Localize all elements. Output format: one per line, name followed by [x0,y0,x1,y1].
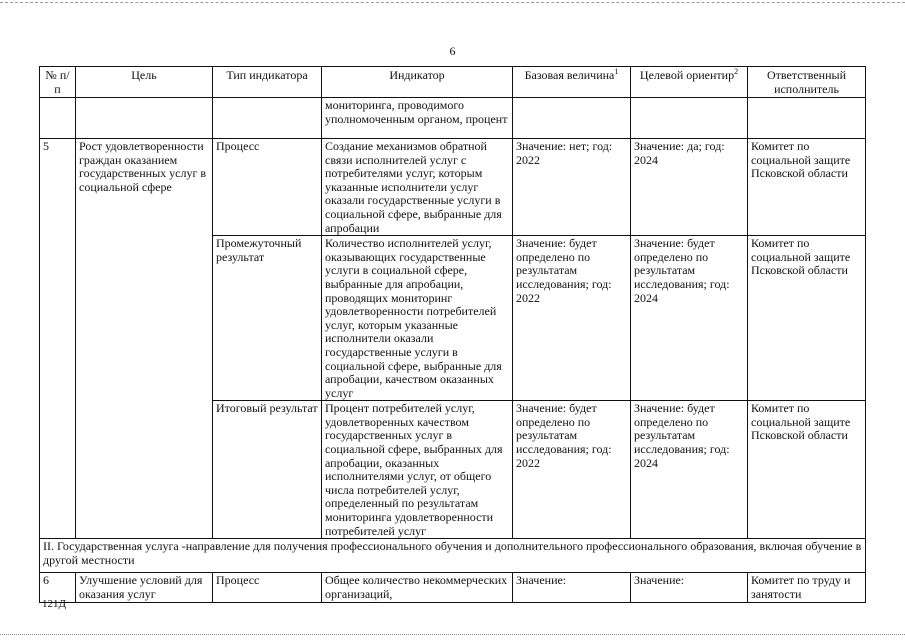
scan-edge-bottom [0,634,905,635]
target-value: Значение: [631,573,748,603]
header-base-footnote: 1 [614,67,619,76]
cell-empty [76,98,213,139]
continuation-row [40,98,866,139]
header-row [40,67,866,98]
section-row [40,539,866,573]
header-goal: Цель [76,67,213,98]
goal-cell: Рост удовлетворенности граждан оказанием государственных услуг в социальной сфере [76,139,213,539]
cell-empty [40,98,76,139]
section-title: II. Государственная услуга -направление для получения профессионального обучения и дополнительного профессионального образования, включая обучение в другой местности [40,539,866,573]
indicator-text: Общее количество некоммерческих организаций, [322,573,513,603]
executor: Комитет по социальной защите Псковской области [748,139,866,236]
target-value: Значение: да; год: 2024 [631,139,748,236]
footer-code: 121Д [42,598,67,610]
header-target-label: Целевой ориентир [639,68,735,82]
executor: Комитет по социальной защите Псковской области [748,401,866,539]
target-value: Значение: будет определено по результатам исследования; год: 2024 [631,236,748,401]
indicators-table [39,66,866,603]
executor: Комитет по социальной защите Псковской области [748,236,866,401]
cell-empty [748,98,866,139]
header-target-footnote: 2 [734,67,739,76]
indicator-text: Процент потребителей услуг, удовлетворенных качеством государственных услуг в социальной сфере, выбранных для апробации, оказанных исполнителями услуг, от общего числа потребителей услуг, определенный по результатам мониторинга удовлетворенности потребителей услуг [322,401,513,539]
indicator-type: Промежуточный результат [213,236,322,401]
header-indicator: Индикатор [322,67,513,98]
cell-empty [213,98,322,139]
table-row [40,139,866,236]
header-num: № п/п [40,67,76,98]
indicator-text: Создание механизмов обратной связи исполнителей услуг с потребителями услуг, которым указанные исполнители услуг оказали государственные услуги в социальной сфере, выбранные для апробации [322,139,513,236]
scan-edge-top [0,2,905,3]
executor: Комитет по труду и занятости [748,573,866,603]
indicator-type: Итоговый результат [213,401,322,539]
indicator-type: Процесс [213,573,322,603]
header-target [631,67,748,98]
goal-cell: Улучшение условий для оказания услуг [76,573,213,603]
header-base-label: Базовая величина [524,68,615,82]
base-value: Значение: [513,573,631,603]
row-number: 6 [40,573,76,603]
header-base [513,67,631,98]
cell-empty [513,98,631,139]
base-value: Значение: будет определено по результатам исследования; год: 2022 [513,401,631,539]
page-number: 6 [449,44,456,58]
indicator-type: Процесс [213,139,322,236]
base-value: Значение: нет; год: 2022 [513,139,631,236]
row-number: 5 [40,139,76,539]
header-type: Тип индикатора [213,67,322,98]
target-value: Значение: будет определено по результатам исследования; год: 2024 [631,401,748,539]
indicator-text: Количество исполнителей услуг, оказывающих государственные услуги в социальной сфере, выбранные для апробации, проводящих мониторинг удовлетворенности потребителей услуг, которым указанные исполнители оказали государственные услуги в социальной сфере, выбранные для апробации, качеством оказанных услуг [322,236,513,401]
table-row [40,573,866,603]
cell-empty [631,98,748,139]
header-executor: Ответственный исполнитель [748,67,866,98]
base-value: Значение: будет определено по результатам исследования; год: 2022 [513,236,631,401]
continuation-indicator: мониторинга, проводимого уполномоченным органом, процент [322,98,513,139]
